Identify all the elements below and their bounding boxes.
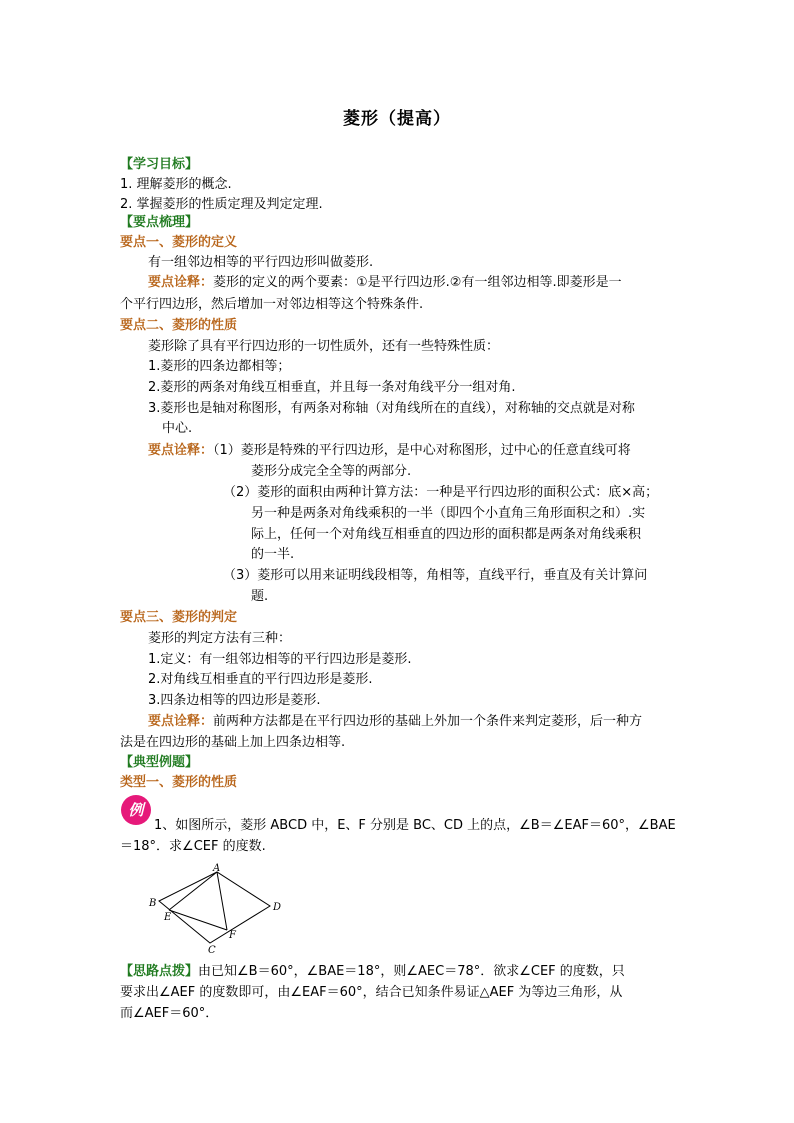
point3-item-3: 3.四条边相等的四边形是菱形. [148,693,321,708]
point2-item-2: 2.菱形的两条对角线互相垂直，并且每一条对角线平分一组对角. [148,380,516,395]
goal-item-1: 1. 理解菱形的概念. [120,177,232,192]
hint-line2: 要求出∠AEF 的度数即可，由∠EAF＝60°，结合已知条件易证△AEF 为等边三角形，从 [120,985,623,1000]
point2-intro: 菱形除了具有平行四边形的一切性质外，还有一些特殊性质： [148,339,500,354]
label-c: C [208,945,216,954]
point2-note2-line4: 的一半. [251,547,295,562]
page-title: 菱形（提高） [343,109,451,129]
point3-note-line1: 前两种方法都是在平行四边形的基础上外加一个条件来判定菱形，后一种方 [213,714,643,729]
segment-ef [169,910,227,930]
note-label: 要点诠释： [148,714,214,729]
type1-header: 类型一、菱形的性质 [120,775,238,790]
rhombus-figure [140,862,290,954]
note-label: 要点诠释： [148,275,214,290]
label-f: F [229,930,236,941]
point3-note-line2: 法是在四边形的基础上加上四条边相等. [120,735,346,750]
point1-note-line2: 个平行四边形，然后增加一对邻边相等这个特殊条件. [120,297,424,312]
point2-item-3: 3.菱形也是轴对称图形，有两条对称轴（对角线所在的直线），对称轴的交点就是对称 [148,401,635,416]
label-b: B [149,898,157,909]
point3-item-2: 2.对角线互相垂直的平行四边形是菱形. [148,672,373,687]
point2-note1-line2: 菱形分成完全全等的两部分. [251,464,412,479]
goals-header: 【学习目标】 [120,157,199,172]
point2-note1-line1: （1）菱形是特殊的平行四边形，是中心对称图形，过中心的任意直线可将 [213,443,631,458]
note-label: 要点诠释： [148,443,214,458]
hint-label: 【思路点拨】 [120,964,199,979]
point2-item-1: 1.菱形的四条边都相等； [148,359,291,374]
segment-af [217,872,227,930]
point2-note2-line2: 另一种是两条对角线乘积的一半（即四个小直角三角形面积之和）.实 [251,506,646,521]
question1-line2: ＝18°．求∠CEF 的度数. [120,839,266,854]
goal-item-2: 2. 掌握菱形的性质定理及判定定理. [120,197,323,212]
point2-header: 要点二、菱形的性质 [120,318,238,333]
label-a: A [213,863,221,874]
rhombus-outline [159,872,270,943]
hint-line1: 由已知∠B＝60°，∠BAE＝18°，则∠AEC＝78°．欲求∠CEF 的度数，只 [198,964,625,979]
point2-note2-line3: 际上，任何一个对角线互相垂直的四边形的面积都是两条对角线乘积 [251,527,642,542]
label-e: E [164,912,172,923]
point3-intro: 菱形的判定方法有三种： [148,631,292,646]
point3-header: 要点三、菱形的判定 [120,610,238,625]
point1-text: 有一组邻边相等的平行四边形叫做菱形. [148,255,374,270]
segment-ae [169,872,217,910]
point1-header: 要点一、菱形的定义 [120,235,238,250]
point3-item-1: 1.定义：有一组邻边相等的平行四边形是菱形. [148,652,412,667]
examples-header: 【典型例题】 [120,755,199,770]
point2-note2-line1: （2）菱形的面积由两种计算方法：一种是平行四边形的面积公式：底×高； [223,485,659,500]
question1-line1: 1、如图所示，菱形 ABCD 中，E、F 分别是 BC、CD 上的点，∠B＝∠EAF＝60°，∠BAE [154,818,676,833]
point2-item-3-cont: 中心. [162,421,193,436]
example-badge: 例 [121,795,151,825]
point1-note-line1: 菱形的定义的两个要素：①是平行四边形.②有一组邻边相等.即菱形是一 [213,275,622,290]
point2-note3-line1: （3）菱形可以用来证明线段相等，角相等，直线平行，垂直及有关计算问 [223,568,648,583]
point2-note3-line2: 题. [251,589,269,604]
label-d: D [273,902,282,913]
hint-line3: 而∠AEF＝60°． [120,1006,219,1021]
points-header: 【要点梳理】 [120,215,199,230]
